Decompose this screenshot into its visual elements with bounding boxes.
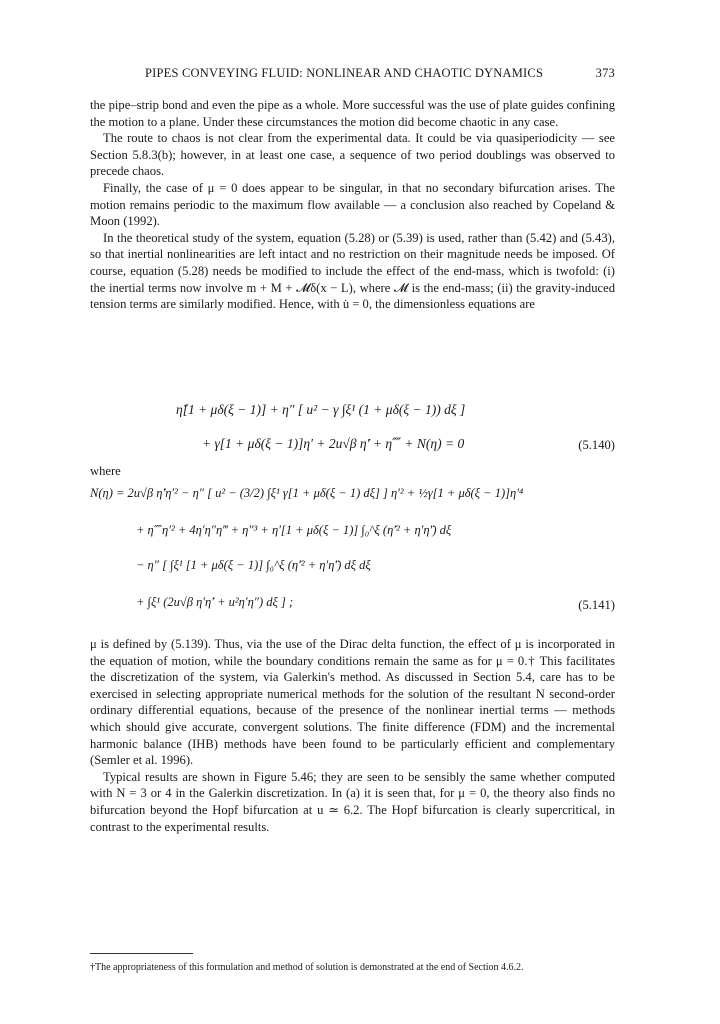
paragraph: Typical results are shown in Figure 5.46; they are seen to be sensibly the same whether computed with N = 3 or 4 in the Galerkin discretization. In (a) it is seen that, for μ = 0, the theory also finds no bifurcation beyond the Hopf bifurcation at u ≃ 6.2. The Hopf bifurcation is clearly supercritical, in contrast to the experimental results. [90,769,615,834]
equation-number: (5.141) [578,598,615,612]
footnote-rule [90,953,193,954]
equation-5-141-line-4: + ∫ξ¹ (2u√β η′η̇′ + u²η′η″) dξ ] ; [136,595,294,609]
paragraph: μ is defined by (5.139). Thus, via the use of the Dirac delta function, the effect of μ is incorporated in the equation of motion, while the boundary conditions remain the same as for μ = 0.† This facilitates the discretization of the system, via Galerkin's method. As discussed in Section 5.4, care has to be exercised in selecting appropriate numerical methods for the solution of the resultant N second-order ordinary differential equations, because of the presence of the nonlinear inertial terms — methods which should give accurate, convergent solutions. The finite difference (FDM) and the incremental harmonic balance (IHB) methods have been found to be particularly efficient and complementary (Semler et al. 1996). [90,637,615,768]
equation-5-140-line-2: + γ[1 + μδ(ξ − 1)]η′ + 2u√β η̇′ + η⁗ + N(η) = 0 [202,436,465,451]
paragraph: In the theoretical study of the system, equation (5.28) or (5.39) is used, rather than (5.42) and (5.43), so that inertial nonlinearities are left intact and no restriction on their magnitude needs be imposed. Of course, equation (5.28) needs be modified to include the effect of the end-mass, which is twofold: (i) the inertial terms now involve m + M + 𝓜δ(x − L), where 𝓜 is the end-mass; (ii) the gravity-induced tension terms are similarly modified. Hence, with u̇ = 0, the dimensionless equations are [90,230,615,312]
paragraph: The route to chaos is not clear from the experimental data. It could be via quasiperiodicity — see Section 5.8.3(b); however, in at least one case, a sequence of two period doublings was observed to precede chaos. [90,131,615,179]
equation-number: (5.140) [578,438,615,452]
equation-5-141-line-1: N(η) = 2u√β η̇′η′² − η″ [ u² − (3/2) ∫ξ¹ γ[1 + μδ(ξ − 1) dξ] ] η′² + ½γ[1 + μδ(ξ − 1)]η′⁴ [90,486,524,500]
equation-5-141-line-3: − η″ [ ∫ξ¹ [1 + μδ(ξ − 1)] ∫₀^ξ (η̇′² + η′η̈′) dξ dξ [136,558,371,572]
footnote: †The appropriateness of this formulation and method of solution is demonstrated at the end of Section 4.6.2. [90,962,524,973]
paragraph: Finally, the case of μ = 0 does appear to be singular, in that no secondary bifurcation arises. The motion remains periodic to the maximum flow available — a conclusion also reached by Copeland & Moon (1992). [90,180,615,229]
equation-5-141-line-2: + η⁗η′² + 4η′η″η‴ + η″³ + η′[1 + μδ(ξ − 1)] ∫₀^ξ (η̇′² + η′η̈′) dξ [136,523,452,537]
text-block-bottom [90,636,615,835]
paragraph: the pipe–strip bond and even the pipe as a whole. More successful was the use of plate guides confining the motion to a plane. Under these circumstances the motion did become chaotic in any case. [90,98,615,129]
text-block-top [90,97,615,313]
page [90,0,615,1024]
running-title: PIPES CONVEYING FLUID: NONLINEAR AND CHAOTIC DYNAMICS [145,66,544,80]
where-label: where [90,464,121,478]
page-number: 373 [595,66,615,80]
equation-5-140-line-1: η̈[1 + μδ(ξ − 1)] + η″ [ u² − γ ∫ξ¹ (1 + μδ(ξ − 1)) dξ ] [176,402,466,417]
